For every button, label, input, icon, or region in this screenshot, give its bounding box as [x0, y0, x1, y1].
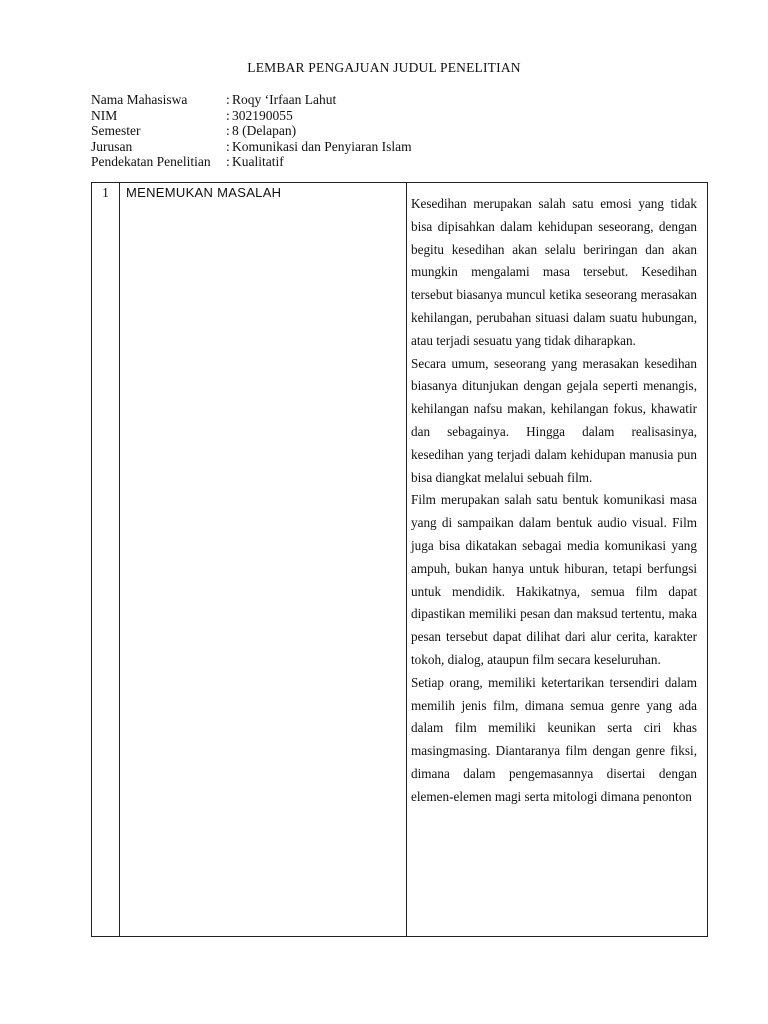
info-value: Kualitatif	[232, 154, 284, 169]
info-row-jurusan	[91, 139, 412, 155]
info-value: Komunikasi dan Penyiaran Islam	[232, 138, 412, 154]
body-paragraph: Secara umum, seseorang yang merasakan kesedihan biasanya ditunjukan dengan gejala seperti menangis, kehilangan nafsu makan, kehilangan fokus, khawatir dan sebagainya. Hingga dalam realisasinya, kesedihan yang terjadi dalam kehidupan manusia pun bisa diangkat melalui sebuah film.	[411, 355, 697, 485]
table-row	[92, 183, 708, 937]
student-info	[91, 92, 412, 170]
info-label: NIM	[91, 107, 118, 123]
info-value: 302190055	[232, 107, 293, 123]
info-separator: :	[226, 154, 230, 169]
info-separator: :	[226, 138, 230, 154]
info-separator: :	[226, 92, 230, 107]
proposal-table	[91, 182, 708, 937]
info-row-nim	[91, 108, 412, 124]
body-paragraph: Kesedihan merupakan salah satu emosi yang tidak bisa dipisahkan dalam kehidupan seseorang, dengan begitu kesedihan akan selalu beriringan dan akan mungkin mengalami masa tersebut. Kesedihan tersebut biasanya muncul ketika seseorang merasakan kehilangan, perubahan situasi dalam suatu hubungan, atau terjadi sesuatu yang tidak diharapkan.	[411, 196, 697, 348]
section-body	[407, 183, 708, 937]
info-row-name	[91, 92, 412, 108]
info-value: 8 (Delapan)	[232, 123, 297, 138]
document-title: LEMBAR PENGAJUAN JUDUL PENELITIAN	[247, 60, 521, 75]
section-title: MENEMUKAN MASALAH	[120, 183, 407, 937]
info-label: Jurusan	[91, 138, 133, 154]
info-label: Nama Mahasiswa	[91, 92, 188, 107]
info-label: Pendekatan Penelitian	[91, 154, 211, 169]
info-row-semester	[91, 123, 412, 139]
row-number: 1	[92, 183, 120, 937]
info-label: Semester	[91, 123, 141, 138]
body-paragraph: Film merupakan salah satu bentuk komunikasi masa yang di sampaikan dalam bentuk audio visual. Film juga bisa dikatakan sebagai media komunikasi yang ampuh, bukan hanya untuk hiburan, tetapi berfungsi untuk mendidik. Hakikatnya, semua film dapat dipastikan memiliki pesan dan maksud tertentu, maka pesan tersebut dapat dilihat dari alur cerita, karakter tokoh, dialog, ataupun film secara keseluruhan.	[411, 492, 697, 667]
info-separator: :	[226, 107, 230, 123]
body-paragraph: Setiap orang, memiliki ketertarikan tersendiri dalam memilih jenis film, dimana semua genre yang ada dalam film memiliki keunikan serta ciri khas masingmasing. Diantaranya film dengan genre fiksi, dimana dalam pengemasannya disertai dengan elemen-elemen magi serta mitologi dimana penonton	[411, 674, 697, 804]
info-value: Roqy ‘Irfaan Lahut	[232, 92, 337, 107]
info-separator: :	[226, 123, 230, 138]
info-row-pendekatan	[91, 154, 412, 170]
